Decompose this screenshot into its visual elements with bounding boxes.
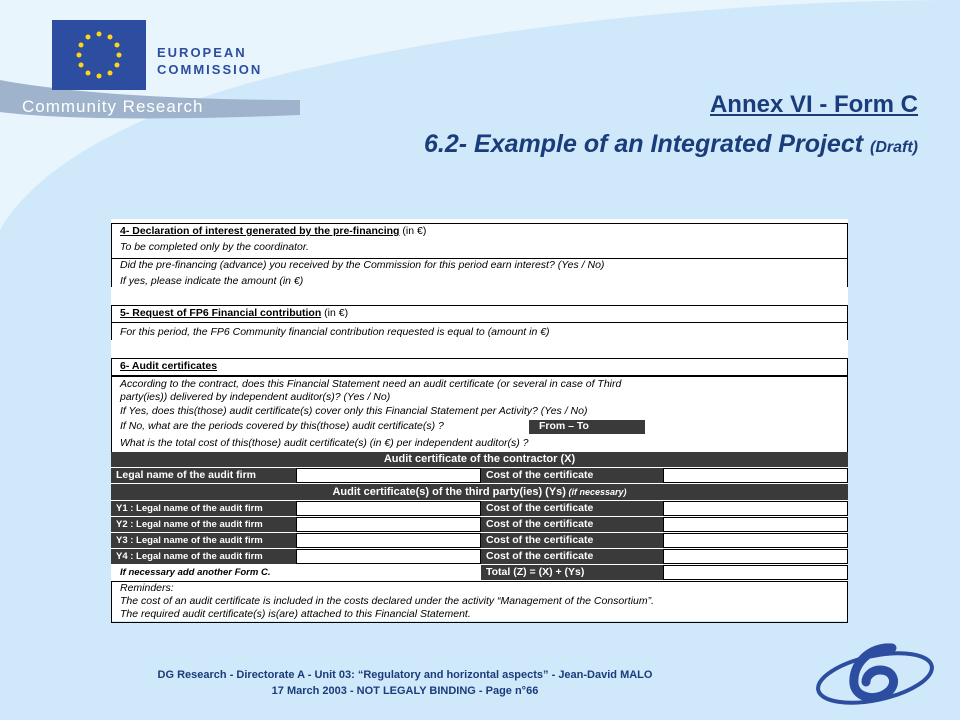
section6-q3: If No, what are the periods covered by this(those) audit certificate(s) ? <box>120 420 444 432</box>
contractor-legal-name-label: Legal name of the audit firm <box>111 468 296 483</box>
section6-q1a: According to the contract, does this Financial Statement need an audit certificate (or several in case of Third <box>120 378 622 390</box>
section6-q4: What is the total cost of this(those) audit certificate(s) (in €) per independent auditor(s) ? <box>120 437 529 449</box>
section6-q2: If Yes, does this(those) audit certificate(s) cover only this Financial Statement per Activity? (Yes / No) <box>120 405 588 417</box>
third-party-y4-cost-label: Cost of the certificate <box>481 549 663 564</box>
section4-heading: 4- Declaration of interest generated by the pre-financing (in €) <box>120 225 427 237</box>
third-party-y2-cost-field[interactable] <box>663 517 848 532</box>
third-party-y1-name-field[interactable] <box>296 501 481 516</box>
total-label: Total (Z) = (X) + (Ys) <box>481 565 663 580</box>
contractor-cost-label: Cost of the certificate <box>481 468 663 483</box>
form-sheet <box>111 219 848 621</box>
org-name: EUROPEAN COMMISSION <box>157 45 263 77</box>
third-party-y3-label: Y3 : Legal name of the audit firm <box>111 533 296 548</box>
contractor-legal-name-field[interactable] <box>296 468 481 483</box>
section5-line: For this period, the FP6 Community financial contribution requested is equal to (amount in €) <box>120 326 550 338</box>
third-party-y1-cost-field[interactable] <box>663 501 848 516</box>
total-field[interactable] <box>663 565 848 580</box>
community-research-label: Community Research <box>22 97 204 116</box>
reminders-title: Reminders: <box>120 582 174 594</box>
reminder-2: The required audit certificate(s) is(are) attached to this Financial Statement. <box>120 608 471 620</box>
third-party-audit-header: Audit certificate(s) of the third party(ies) (Ys) (if necessary) <box>111 484 848 500</box>
reminder-1: The cost of an audit certificate is included in the costs declared under the activity “Management of the Consortium”. <box>120 595 655 607</box>
third-party-y1-label: Y1 : Legal name of the audit firm <box>111 501 296 516</box>
third-party-y3-cost-field[interactable] <box>663 533 848 548</box>
third-party-y4-cost-field[interactable] <box>663 549 848 564</box>
footer-line-2: 17 March 2003 - NOT LEGALY BINDING - Page n°66 <box>271 685 539 697</box>
from-to-label: From – To <box>529 420 645 434</box>
contractor-audit-header: Audit certificate of the contractor (X) <box>111 452 848 467</box>
section4-amount: If yes, please indicate the amount (in €) <box>120 275 304 287</box>
third-party-y3-name-field[interactable] <box>296 533 481 548</box>
third-party-y3-cost-label: Cost of the certificate <box>481 533 663 548</box>
footer-line-1: DG Research - Directorate A - Unit 03: “Regulatory and horizontal aspects” - Jean-David MALO <box>157 669 653 681</box>
third-party-y2-name-field[interactable] <box>296 517 481 532</box>
third-party-y1-cost-label: Cost of the certificate <box>481 501 663 516</box>
add-form-note: If necessary add another Form C. <box>120 567 271 578</box>
section4-note: To be completed only by the coordinator. <box>120 241 309 253</box>
section6-q1b: party(ies)) delivered by independent auditor(s)? (Yes / No) <box>120 391 391 403</box>
eu-flag-logo <box>52 20 146 90</box>
third-party-y2-cost-label: Cost of the certificate <box>481 517 663 532</box>
third-party-y2-label: Y2 : Legal name of the audit firm <box>111 517 296 532</box>
section5-heading: 5- Request of FP6 Financial contribution (in €) <box>120 307 349 319</box>
section6-heading: 6- Audit certificates <box>120 360 218 372</box>
page-title: Annex VI - Form C <box>709 91 918 118</box>
page-subtitle: 6.2- Example of an Integrated Project (Draft) <box>424 130 918 158</box>
fp6-logo-icon <box>810 636 940 708</box>
contractor-cost-field[interactable] <box>663 468 848 483</box>
third-party-y4-label: Y4 : Legal name of the audit firm <box>111 549 296 564</box>
section4-question: Did the pre-financing (advance) you received by the Commission for this period earn interest? (Yes / No) <box>120 259 605 271</box>
third-party-y4-name-field[interactable] <box>296 549 481 564</box>
